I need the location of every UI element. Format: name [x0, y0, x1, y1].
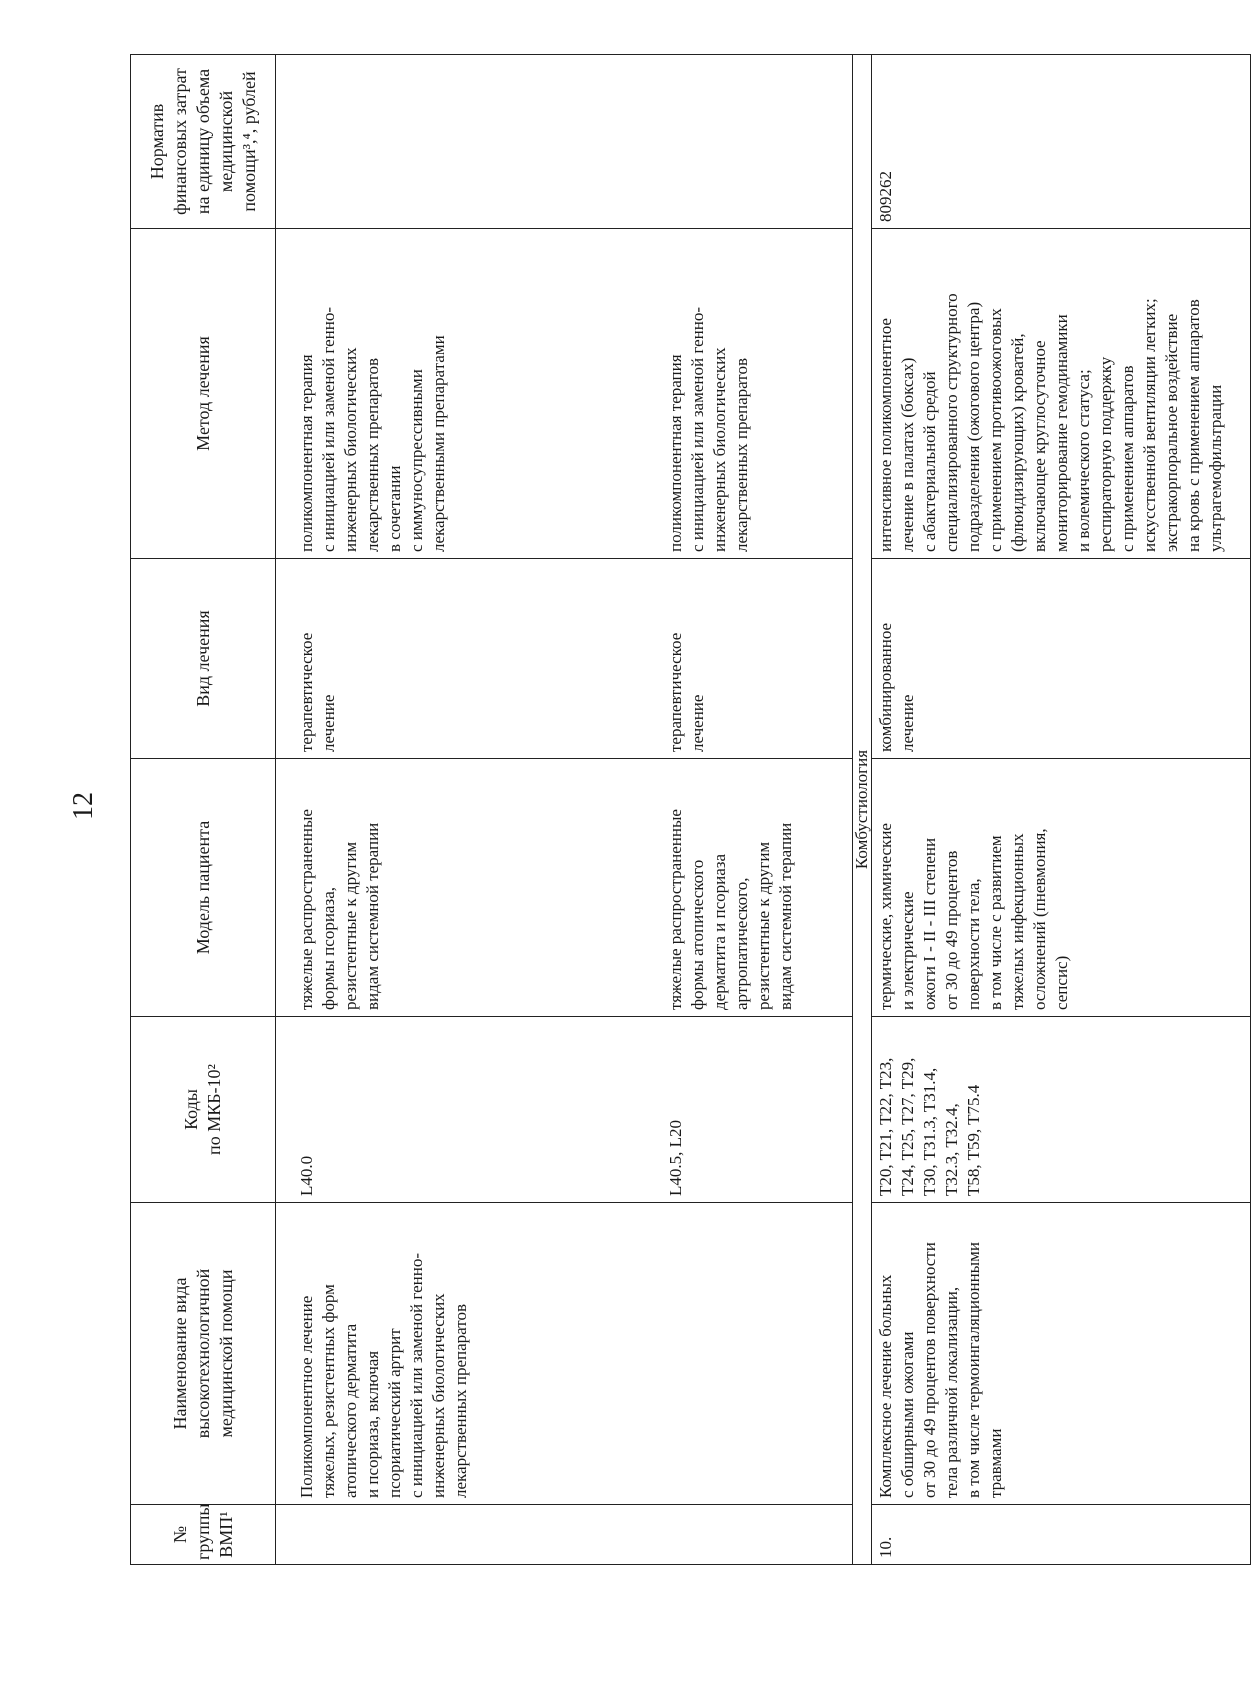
cell-treatment-type: терапевтическое лечение	[276, 559, 666, 759]
cell-care-type-name: Поликомпонентное лечение тяжелых, резистентных форм атопического дерматита и псориаза, включая псориатический артрит с инициацией или заменой генно- инженерных биологических лекарственных препаратов	[276, 1203, 853, 1505]
header-icd-codes: Коды по МКБ-10²	[131, 1017, 276, 1203]
header-group-number: № группы ВМП¹	[131, 1505, 276, 1565]
table-header-row	[131, 55, 276, 1565]
header-treatment-method: Метод лечения	[131, 229, 276, 559]
cell-treatment-type: терапевтическое лечение	[665, 559, 853, 759]
page-number: 12	[68, 792, 99, 820]
rotated-table-container	[130, 55, 1225, 1565]
header-care-type-name: Наименование вида высокотехнологичной медицинской помощи	[131, 1203, 276, 1505]
cell-treatment-method: поликомпонентная терапия с инициацией или заменой генно- инженерных биологических лекарственных препаратов в сочетании с иммуносупрессивными лекарственными препаратами	[276, 229, 666, 559]
cell-treatment-method: поликомпонентная терапия с инициацией или заменой генно- инженерных биологических лекарственных препаратов	[665, 229, 853, 559]
cell-icd-codes: L40.5, L20	[665, 1017, 853, 1203]
table-row	[276, 55, 666, 1565]
cell-treatment-type: комбинированное лечение	[872, 559, 1251, 759]
header-patient-model: Модель пациента	[131, 759, 276, 1017]
cell-treatment-method: интенсивное поликомпонентное лечение в палатах (боксах) с абактериальной средой специализированного структурного подразделения (ожогового центра) с применением противоожоговых (флюидизирующих) кроватей, включающее круглосуточное мониторирование гемодинамики и волемического статуса; респираторную поддержку с применением аппаратов искусственной вентиляции легких; экстракорпоральное воздействие на кровь с применением аппаратов ультрагемофильтрации	[872, 229, 1251, 559]
cell-icd-codes: L40.0	[276, 1017, 666, 1203]
table-row	[872, 55, 1251, 1565]
cell-patient-model: тяжелые распространенные формы атопического дерматита и псориаза артропатического, резистентные к другим видам системной терапии	[665, 759, 853, 1017]
section-title: Комбустиология	[853, 55, 872, 1565]
cell-care-type-name: Комплексное лечение больных с обширными ожогами от 30 до 49 процентов поверхности тела различной локализации, в том числе термоингаляционными травмами	[872, 1203, 1251, 1505]
cell-patient-model: термические, химические и электрические ожоги I - II - III степени от 30 до 49 процентов поверхности тела, в том числе с развитием тяжелых инфекционных осложнений (пневмония, сепсис)	[872, 759, 1251, 1017]
header-cost-norm: Норматив финансовых затрат на единицу объема медицинской помощи³,⁴, рублей	[131, 55, 276, 229]
cell-cost-norm	[276, 55, 853, 229]
cell-icd-codes: T20, T21, T22, T23, T24, T25, T27, T29, T30, T31.3, T31.4, T32.3, T32.4, T58, T59, T75.4	[872, 1017, 1251, 1203]
cell-patient-model: тяжелые распространенные формы псориаза, резистентные к другим видам системной терапии	[276, 759, 666, 1017]
vmp-table	[130, 54, 1251, 1565]
cell-cost-norm: 809262	[872, 55, 1251, 229]
cell-group-number: 10.	[872, 1505, 1251, 1565]
header-treatment-type: Вид лечения	[131, 559, 276, 759]
cell-group-number	[276, 1505, 853, 1565]
section-row	[853, 55, 872, 1565]
